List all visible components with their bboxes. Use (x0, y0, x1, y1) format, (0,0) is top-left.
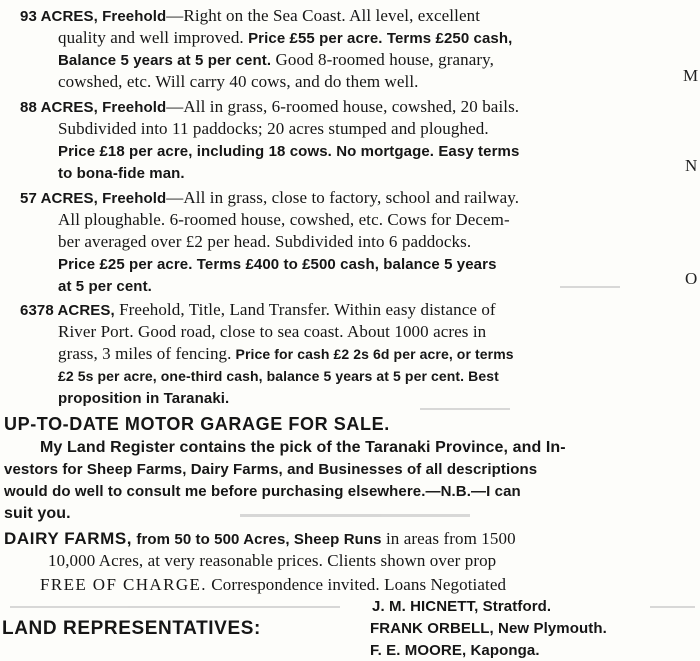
register-line-4: suit you. (4, 505, 71, 522)
representative-2: F. E. MOORE, Kaponga. (370, 642, 540, 659)
listing-text: quality and well improved. (58, 28, 244, 47)
register-line-2: vestors for Sheep Farms, Dairy Farms, and Businesses of all descriptions (4, 461, 538, 478)
land-representatives-label: LAND REPRESENTATIVES: (2, 618, 261, 639)
listing-text: All ploughable. 6-roomed house, cowshed, etc. Cows for Decem- (58, 210, 510, 229)
margin-letter: N (685, 156, 698, 175)
garage-heading: UP-TO-DATE MOTOR GARAGE FOR SALE. (4, 414, 390, 434)
dairy-farms-line-2: 10,000 Acres, at very reasonable prices. Clients shown over prop (48, 551, 497, 570)
listing-price: Price for cash £2 2s 6d per acre, or terms (231, 346, 514, 362)
listing-price: Price £55 per acre. Terms £250 cash, (243, 30, 513, 47)
listing-text: —Right on the Sea Coast. All level, excellent (166, 6, 481, 25)
margin-letter: M (683, 66, 699, 85)
listing-text: —All in grass, 6-roomed house, cowshed, 20 bails. (166, 97, 520, 116)
listing-price: Price £25 per acre. Terms £400 to £500 cash, balance 5 years (58, 256, 497, 273)
listing-heading: 57 ACRES, Freehold (20, 190, 167, 207)
listing-terms: at 5 per cent. (58, 278, 152, 295)
listing-heading: 93 ACRES, Freehold (20, 8, 167, 25)
listing-terms: to bona-fide man. (58, 165, 185, 182)
listing-text: grass, 3 miles of fencing. (58, 344, 232, 363)
listing-text: Good 8-roomed house, granary, (271, 50, 494, 69)
listing-text: ber averaged over £2 per head. Subdivided into 6 paddocks. (58, 232, 472, 251)
free-text: Correspondence invited. Loans Negotiated (206, 575, 507, 594)
listing-heading: 6378 ACRES, (20, 302, 115, 319)
listing-price: Price £18 per acre, including 18 cows. No mortgage. Easy terms (58, 143, 520, 160)
listing-text: Subdivided into 11 paddocks; 20 acres stumped and ploughed. (58, 119, 489, 138)
register-line-1: My Land Register contains the pick of the Taranaki Province, and In- (40, 439, 566, 456)
listing-text: cowshed, etc. Will carry 40 cows, and do them well. (58, 72, 419, 91)
dairy-text: in areas from 1500 (381, 529, 516, 548)
margin-letter: O (685, 269, 698, 288)
register-line-3: would do well to consult me before purchasing elsewhere.—N.B.—I can (4, 483, 521, 500)
listing-terms: proposition in Taranaki. (58, 390, 230, 407)
agent-signature: J. M. HICNETT, Stratford. (372, 598, 552, 615)
listing-text: River Port. Good road, close to sea coast. About 1000 acres in (58, 322, 487, 341)
dairy-heading: DAIRY FARMS, (4, 529, 133, 548)
listing-terms: £2 5s per acre, one-third cash, balance 5 years at 5 per cent. Best (58, 368, 499, 384)
listing-heading: 88 ACRES, Freehold (20, 99, 167, 116)
dairy-range: from 50 to 500 Acres, Sheep Runs (132, 531, 382, 548)
free-heading: FREE OF CHARGE. (40, 575, 207, 594)
listing-text: —All in grass, close to factory, school and railway. (166, 188, 520, 207)
listing-text: Freehold, Title, Land Transfer. Within easy distance of (114, 300, 496, 319)
representative-1: FRANK ORBELL, New Plymouth. (370, 620, 607, 637)
listing-terms: Balance 5 years at 5 per cent. (58, 52, 272, 69)
